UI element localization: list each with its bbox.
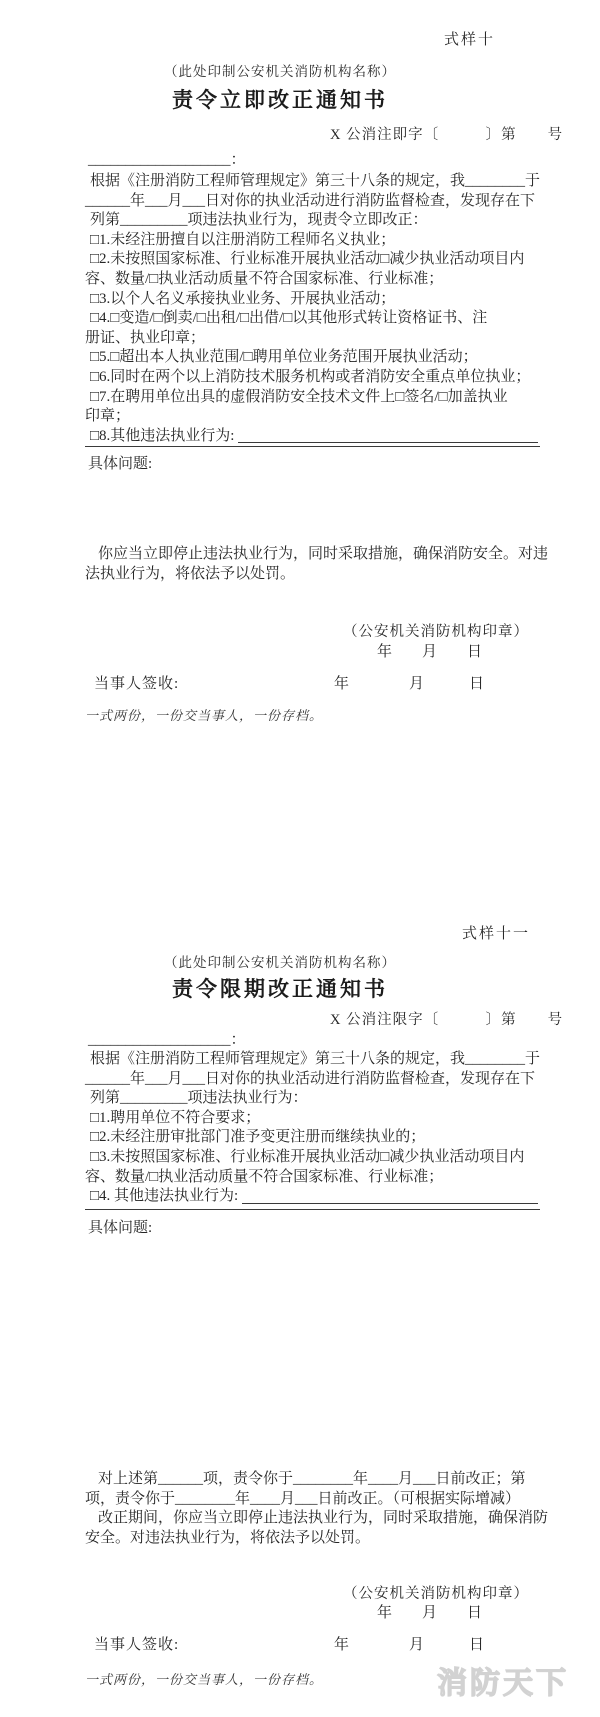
checkbox-item-4: □4.□变造/□倒卖/□出租/□出借/□以其他形式转让资格证书、注 bbox=[90, 310, 488, 327]
form2-style-label: 式样十一 bbox=[462, 926, 531, 942]
other-violation-label: □8.其他违法执业行为: bbox=[90, 427, 235, 444]
checkbox-item-1: □1.未经注册擅自以注册消防工程师名义执业； bbox=[90, 231, 396, 248]
checkbox-item-2-wrap: 容、数量/□执业活动质量不符合国家标准、行业标准； bbox=[85, 270, 444, 287]
body-line: ______年___月___日对你的执业活动进行消防监督检查，发现存在下 bbox=[85, 192, 536, 209]
checkbox-item-4-wrap: 册证、执业印章； bbox=[85, 329, 206, 346]
checkbox-item-7: □7.在聘用单位出具的虚假消防安全技术文件上□签名/□加盖执业 bbox=[90, 388, 508, 405]
checkbox-item-3: □3.未按照国家标准、行业标准开展执业活动□减少执业活动项目内 bbox=[90, 1148, 525, 1165]
form2-body bbox=[85, 1050, 540, 1207]
form1-closing bbox=[85, 545, 549, 584]
closing-line: 法执业行为，将依法予以处罚。 bbox=[85, 565, 296, 582]
blank-underline bbox=[85, 446, 540, 447]
checkbox-item-5: □5.□超出本人执业范围/□聘用单位业务范围开展执业活动； bbox=[90, 349, 478, 366]
closing-line: 你应当立即停止违法执业行为，同时采取措施，确保消防安全。对违 bbox=[98, 546, 549, 562]
form1-org-header: （此处印制公安机关消防机构名称） bbox=[164, 64, 396, 79]
checkbox-item-4 bbox=[85, 1187, 540, 1207]
form1-stamp-note: （公安机关消防机构印章） bbox=[343, 624, 529, 640]
correction-line: 项，责令你于________年____月___日前改正。（可根据实际增减） bbox=[85, 1490, 521, 1507]
form1-doc-number: X 公消注即字〔 〕第 号 bbox=[330, 127, 564, 143]
form2-stamp-date: 年 月 日 bbox=[377, 1605, 483, 1621]
form1-copies-note: 一式两份，一份交当事人，一份存档。 bbox=[85, 708, 324, 723]
checkbox-item-3-wrap: 容、数量/□执业活动质量不符合国家标准、行业标准； bbox=[85, 1168, 444, 1185]
form2-doc-number: X 公消注限字〔 〕第 号 bbox=[330, 1012, 564, 1028]
form2-specifics-label: 具体问题: bbox=[88, 1220, 153, 1236]
checkbox-item-1: □1.聘用单位不符合要求； bbox=[90, 1109, 261, 1126]
form2-addressee-line: ___________________： bbox=[88, 1032, 246, 1048]
correction-line: 改正期间，你应当立即停止违法执业行为，同时采取措施，确保消防 bbox=[98, 1510, 549, 1527]
form2-copies-note: 一式两份，一份交当事人，一份存档。 bbox=[85, 1672, 324, 1687]
checkbox-item-2: □2.未按照国家标准、行业标准开展执业活动□减少执业活动项目内 bbox=[90, 251, 525, 268]
checkbox-item-6: □6.同时在两个以上消防技术服务机构或者消防安全重点单位执业； bbox=[90, 368, 531, 385]
correction-line: 安全。对违法执业行为，将依法予以处罚。 bbox=[85, 1529, 371, 1546]
checkbox-item-8 bbox=[85, 427, 540, 447]
checkbox-item-3: □3.以个人名义承接执业业务、开展执业活动； bbox=[90, 290, 396, 307]
form2-signature-label: 当事人签收: bbox=[94, 1637, 180, 1653]
other-violation-label: □4. 其他违法执业行为: bbox=[90, 1188, 239, 1205]
form2-title: 责令限期改正通知书 bbox=[172, 977, 388, 1001]
form2-signature-date: 年 月 日 bbox=[334, 1637, 485, 1653]
blank-underline bbox=[85, 1209, 540, 1210]
site-watermark: 消防天下 bbox=[437, 1666, 569, 1701]
body-line: 根据《注册消防工程师管理规定》第三十八条的规定，我________于 bbox=[90, 1051, 541, 1067]
checkbox-item-7-wrap: 印章； bbox=[85, 408, 131, 425]
form1-signature-label: 当事人签收: bbox=[94, 676, 180, 692]
form1-body bbox=[85, 172, 540, 446]
form2-org-header: （此处印制公安机关消防机构名称） bbox=[164, 955, 396, 970]
body-line: 根据《注册消防工程师管理规定》第三十八条的规定，我________于 bbox=[90, 173, 541, 189]
blank-underline bbox=[238, 427, 538, 444]
form1-stamp-date: 年 月 日 bbox=[377, 644, 483, 660]
checkbox-item-2: □2.未经注册审批部门准予变更注册而继续执业的； bbox=[90, 1129, 426, 1146]
blank-underline bbox=[242, 1187, 538, 1204]
form1-style-label: 式样十 bbox=[444, 32, 496, 48]
correction-line: 对上述第______项，责令你于________年____月___日前改正；第 bbox=[98, 1471, 526, 1487]
form2-correction bbox=[85, 1470, 549, 1548]
form2-stamp-note: （公安机关消防机构印章） bbox=[343, 1586, 529, 1602]
form1-specifics-label: 具体问题: bbox=[88, 456, 153, 472]
form1-signature-date: 年 月 日 bbox=[334, 676, 485, 692]
form1-title: 责令立即改正通知书 bbox=[172, 88, 388, 112]
body-line: ______年___月___日对你的执业活动进行消防监督检查，发现存在下 bbox=[85, 1070, 536, 1087]
body-line: 列第_________项违法执业行为，现责令立即改正： bbox=[90, 212, 428, 229]
body-line: 列第_________项违法执业行为： bbox=[90, 1090, 308, 1107]
form1-addressee-line: ___________________： bbox=[88, 152, 246, 168]
